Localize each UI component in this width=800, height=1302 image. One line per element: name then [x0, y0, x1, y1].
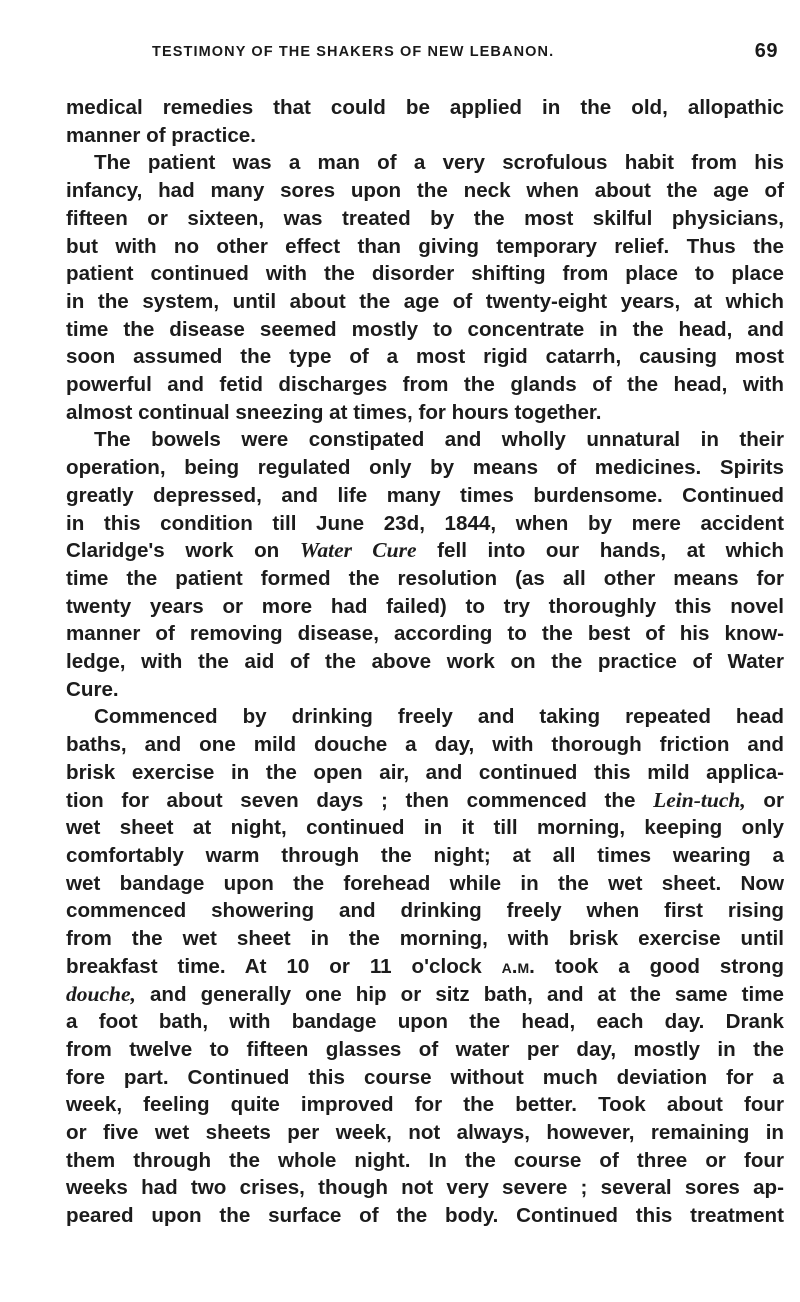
text-line: manner of practice. — [66, 123, 256, 147]
text-line: greatly depressed, and life many times burdensome. Continued — [66, 483, 784, 507]
text-run: fell into our hands, at which — [437, 539, 784, 563]
text-line-with-time — [66, 953, 784, 981]
book-page — [66, 38, 784, 1230]
time-abbreviation: a.m. — [501, 954, 535, 978]
text-line: almost continual sneezing at times, for hours together. — [66, 400, 602, 424]
text-line: Cure. — [66, 677, 119, 701]
paragraph-1 — [66, 94, 784, 149]
text-line: but with no other effect than giving temporary relief. Thus the — [66, 234, 784, 258]
text-line-with-title — [66, 537, 784, 565]
text-line: weeks had two crises, though not very severe ; several sores ap- — [66, 1176, 784, 1200]
text-line: week, feeling quite improved for the better. Took about four — [66, 1093, 784, 1117]
text-run: or — [763, 788, 784, 812]
text-line: fifteen or sixteen, was treated by the most skilful physicians, — [66, 206, 784, 230]
running-head — [66, 38, 784, 76]
text-line: or five wet sheets per week, not always, however, remaining in — [66, 1121, 784, 1145]
text-run: Claridge's work on — [66, 539, 280, 563]
text-line: peared upon the surface of the body. Continued this treatment — [66, 1204, 784, 1228]
text-line: soon assumed the type of a most rigid catarrh, causing most — [66, 345, 784, 369]
text-line: operation, being regulated only by means of medicines. Spirits — [66, 456, 784, 480]
text-line-with-term — [66, 787, 784, 815]
text-line: from the wet sheet in the morning, with brisk exercise until — [66, 927, 784, 951]
text-line: comfortably warm through the night; at all times wearing a — [66, 843, 784, 867]
text-line: infancy, had many sores upon the neck when about the age of — [66, 179, 784, 203]
text-line: in this condition till June 23d, 1844, when by mere accident — [66, 511, 784, 535]
text-run: tion for about seven days ; then commenced the — [66, 788, 636, 812]
paragraph-3 — [66, 426, 784, 703]
text-line: The patient was a man of a very scrofulous habit from his — [94, 151, 784, 175]
text-line: The bowels were constipated and wholly unnatural in their — [94, 428, 784, 452]
text-line: them through the whole night. In the course of three or four — [66, 1148, 784, 1172]
paragraph-4 — [66, 703, 784, 1229]
text-line: commenced showering and drinking freely when first rising — [66, 899, 784, 923]
text-line: brisk exercise in the open air, and continued this mild applica- — [66, 760, 784, 784]
text-line: fore part. Continued this course without much deviation for a — [66, 1065, 784, 1089]
text-line-with-term — [66, 981, 784, 1009]
body-text — [66, 94, 784, 1230]
text-line: Commenced by drinking freely and taking repeated head — [94, 705, 784, 729]
page-number: 69 — [754, 40, 778, 62]
text-run: breakfast time. At 10 or 11 o'clock — [66, 954, 482, 978]
text-line: wet bandage upon the forehead while in the wet sheet. Now — [66, 871, 784, 895]
book-title: Water Cure — [299, 538, 417, 563]
text-line: from twelve to fifteen glasses of water per day, mostly in the — [66, 1037, 784, 1061]
text-line: wet sheet at night, continued in it till morning, keeping only — [66, 816, 784, 840]
text-line: time the disease seemed mostly to concentrate in the head, and — [66, 317, 784, 341]
text-line: time the patient formed the resolution (as all other means for — [66, 566, 784, 590]
italic-term: Lein-tuch, — [653, 787, 746, 812]
text-line: in the system, until about the age of twenty-eight years, at which — [66, 289, 784, 313]
italic-term: douche, — [66, 981, 136, 1006]
text-line: medical remedies that could be applied in the old, allopathic — [66, 96, 784, 119]
text-line: baths, and one mild douche a day, with thorough friction and — [66, 733, 784, 757]
text-line: patient continued with the disorder shifting from place to place — [66, 262, 784, 286]
text-line: a foot bath, with bandage upon the head, each day. Drank — [66, 1010, 784, 1034]
text-run: took a good strong — [554, 954, 784, 978]
running-title: TESTIMONY OF THE SHAKERS OF NEW LEBANON. — [152, 44, 555, 60]
text-line: ledge, with the aid of the above work on the practice of Water — [66, 650, 784, 674]
paragraph-2 — [66, 149, 784, 426]
text-line: powerful and fetid discharges from the glands of the head, with — [66, 373, 784, 397]
text-line: twenty years or more had failed) to try thoroughly this novel — [66, 594, 784, 618]
text-line: manner of removing disease, according to the best of his know- — [66, 622, 784, 646]
text-run: and generally one hip or sitz bath, and at the same time — [149, 982, 784, 1006]
